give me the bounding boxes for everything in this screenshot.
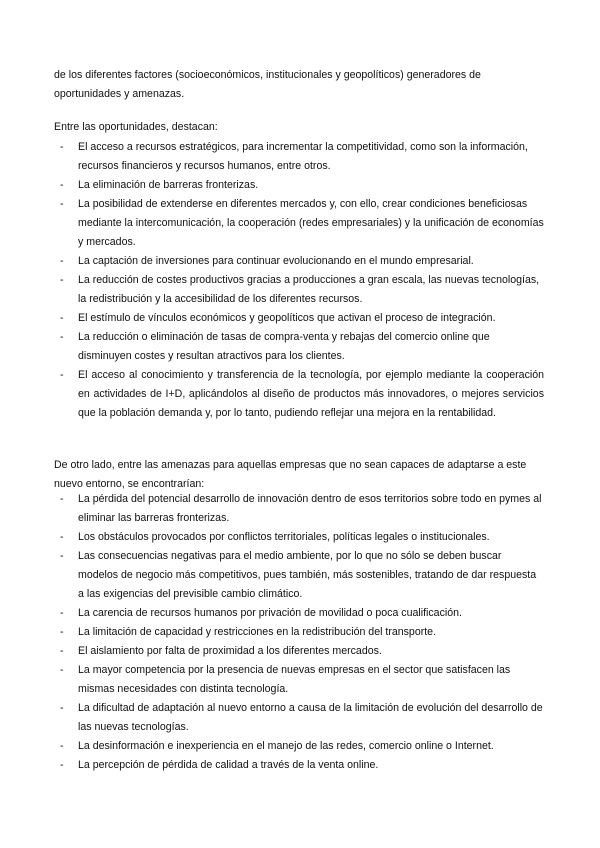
list-item [0, 623, 600, 642]
list-item-text: La reducción o eliminación de tasas de compra-venta y rebajas del comercio online que disminuyen costes y resultan atractivos para los clientes. [78, 331, 490, 362]
list-marker: - [60, 141, 64, 153]
list-item-text: Las consecuencias negativas para el medio ambiente, por lo que no sólo se deben buscar modelos de negocio más competitivos, pues también, más sostenibles, tratando de dar respuesta a las exigencias del previsible cambio climático. [78, 550, 537, 600]
list-item-text: La percepción de pérdida de calidad a través de la venta online. [78, 759, 379, 771]
list-item-text: El acceso a recursos estratégicos, para incrementar la competitividad, como son la información, recursos financieros y recursos humanos, entre otros. [78, 141, 528, 172]
list-marker: - [60, 274, 64, 286]
intro-paragraph: de los diferentes factores (socioeconómicos, institucionales y geopolíticos) generadores de oportunidades y amenazas. [54, 69, 481, 100]
list-marker: - [60, 198, 64, 210]
list-marker: - [60, 369, 64, 381]
list-item [0, 366, 600, 423]
list-item-text: La mayor competencia por la presencia de nuevas empresas en el sector que satisfacen las mismas necesidades con distinta tecnología. [78, 664, 511, 695]
list-item [0, 547, 600, 604]
list-marker: - [60, 255, 64, 267]
list-marker: - [60, 179, 64, 191]
list-item-text: La dificultad de adaptación al nuevo entorno a causa de la limitación de evolución del desarrollo de las nuevas tecnologías. [78, 702, 543, 733]
list-item [0, 271, 600, 309]
list-marker: - [60, 531, 64, 543]
list-item [0, 699, 600, 737]
list-item-text: La limitación de capacidad y restricciones en la redistribución del transporte. [78, 626, 437, 638]
list-item-text: La posibilidad de extenderse en diferentes mercados y, con ello, crear condiciones beneficiosas mediante la intercomunicación, la cooperación (redes empresariales) y la unificación de economías y mercados. [78, 198, 544, 248]
list-item-text: La desinformación e inexperiencia en el manejo de las redes, comercio online o Internet. [78, 740, 494, 752]
list-item [0, 252, 600, 271]
list-marker: - [60, 331, 64, 343]
list-item [0, 176, 600, 195]
list-marker: - [60, 664, 64, 676]
list-item-text: Los obstáculos provocados por conflictos territoriales, políticas legales o institucionales. [78, 531, 490, 543]
list-item-text: La captación de inversiones para continuar evolucionando en el mundo empresarial. [78, 255, 474, 267]
list-marker: - [60, 493, 64, 505]
threats-heading: De otro lado, entre las amenazas para aquellas empresas que no sean capaces de adaptarse a este nuevo entorno, se encontrarían: [54, 459, 527, 490]
list-marker: - [60, 759, 64, 771]
list-item [0, 490, 600, 528]
opportunities-heading: Entre las oportunidades, destacan: [54, 121, 218, 133]
list-item-text: La carencia de recursos humanos por privación de movilidad o poca cualificación. [78, 607, 462, 619]
list-item-text: El aislamiento por falta de proximidad a los diferentes mercados. [78, 645, 382, 657]
list-marker: - [60, 607, 64, 619]
opportunities-list [0, 138, 600, 423]
list-marker: - [60, 550, 64, 562]
list-item [0, 604, 600, 623]
list-item [0, 328, 600, 366]
list-item [0, 309, 600, 328]
list-marker: - [60, 702, 64, 714]
list-item [0, 756, 600, 775]
list-item-text: La pérdida del potencial desarrollo de innovación dentro de esos territorios sobre todo en pymes al eliminar las barreras fronterizas. [78, 493, 542, 524]
list-item [0, 195, 600, 252]
list-item [0, 661, 600, 699]
list-marker: - [60, 626, 64, 638]
list-item [0, 138, 600, 176]
list-item-text: El estímulo de vínculos económicos y geopolíticos que activan el proceso de integración. [78, 312, 496, 324]
threats-list [0, 490, 600, 775]
list-item [0, 528, 600, 547]
list-item [0, 642, 600, 661]
list-marker: - [60, 312, 64, 324]
list-marker: - [60, 740, 64, 752]
list-marker: - [60, 645, 64, 657]
list-item-text: La reducción de costes productivos gracias a producciones a gran escala, las nuevas tecnologías, la redistribución y la accesibilidad de los diferentes recursos. [78, 274, 540, 305]
list-item-text: La eliminación de barreras fronterizas. [78, 179, 259, 191]
list-item [0, 737, 600, 756]
list-item-text: El acceso al conocimiento y transferencia de la tecnología, por ejemplo mediante la cooperación en actividades de I+D, aplicándolos al diseño de productos más innovadores, o mejores servicios que la población demanda y, por lo tanto, pudiendo reflejar una mejora en la rentabilidad. [78, 369, 544, 419]
